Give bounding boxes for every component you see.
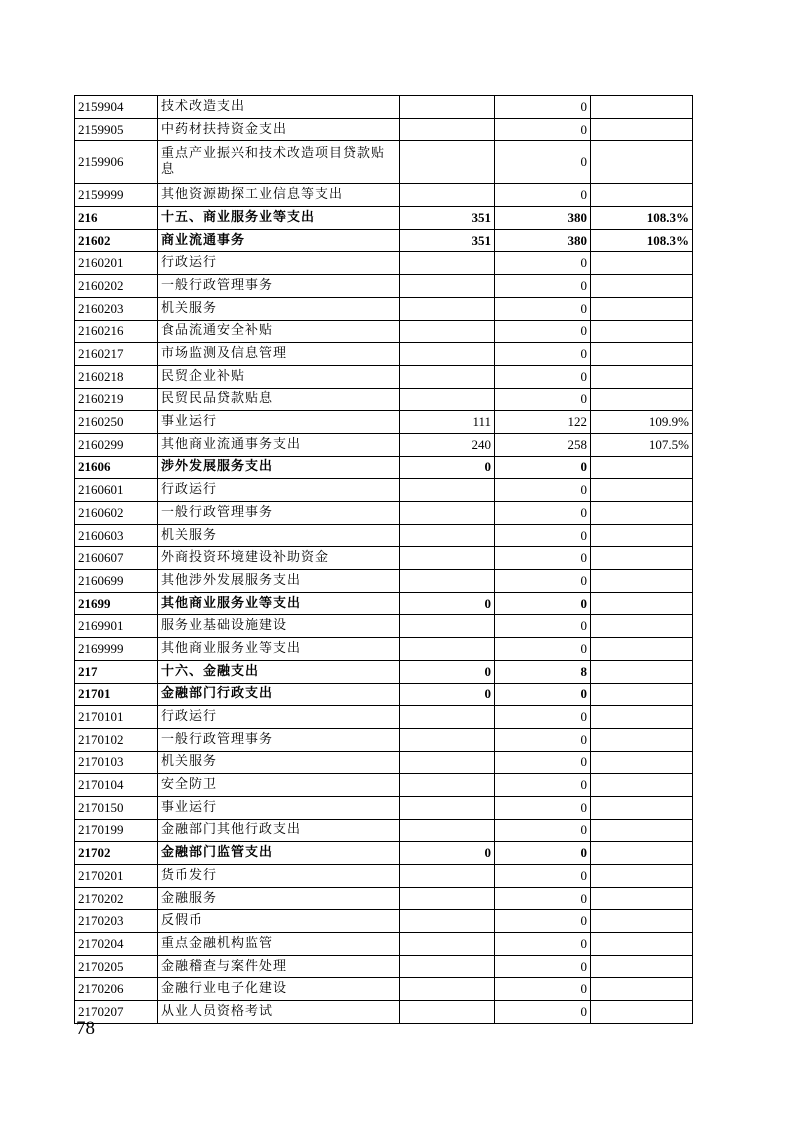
ratio-value-cell [591,751,693,774]
budget-value-cell: 240 [400,433,495,456]
table-row [75,910,693,933]
subject-code-cell: 2160216 [75,320,158,343]
actual-value-cell: 380 [495,229,591,252]
subject-name-cell: 一般行政管理事务 [158,275,400,298]
expenditure-table-body [75,96,693,1024]
subject-name-cell: 金融部门行政支出 [158,683,400,706]
actual-value-cell: 0 [495,456,591,479]
subject-name-cell: 服务业基础设施建设 [158,615,400,638]
actual-value-cell: 0 [495,275,591,298]
subject-name-cell: 十六、金融支出 [158,660,400,683]
ratio-value-cell [591,479,693,502]
table-row [75,524,693,547]
subject-code-cell: 2169901 [75,615,158,638]
budget-value-cell [400,524,495,547]
table-row [75,96,693,119]
subject-name-cell: 其他商业流通事务支出 [158,433,400,456]
ratio-value-cell [591,343,693,366]
subject-code-cell: 2170204 [75,933,158,956]
budget-value-cell [400,751,495,774]
ratio-value-cell [591,706,693,729]
ratio-value-cell [591,297,693,320]
ratio-value-cell [591,774,693,797]
subject-code-cell: 2170150 [75,796,158,819]
subject-name-cell: 事业运行 [158,411,400,434]
subject-code-cell: 2160607 [75,547,158,570]
subject-code-cell: 2170202 [75,887,158,910]
ratio-value-cell [591,502,693,525]
actual-value-cell: 0 [495,887,591,910]
ratio-value-cell [591,252,693,275]
budget-value-cell: 351 [400,229,495,252]
subject-name-cell: 一般行政管理事务 [158,502,400,525]
table-row [75,343,693,366]
budget-value-cell [400,96,495,119]
subject-name-cell: 反假币 [158,910,400,933]
subject-code-cell: 2160219 [75,388,158,411]
subject-name-cell: 重点金融机构监管 [158,933,400,956]
table-row [75,456,693,479]
subject-code-cell: 21702 [75,842,158,865]
subject-name-cell: 食品流通安全补贴 [158,320,400,343]
table-row [75,502,693,525]
budget-value-cell: 0 [400,683,495,706]
subject-name-cell: 货币发行 [158,865,400,888]
subject-name-cell: 民贸企业补贴 [158,365,400,388]
actual-value-cell: 0 [495,933,591,956]
budget-value-cell [400,118,495,141]
actual-value-cell: 0 [495,728,591,751]
actual-value-cell: 0 [495,1001,591,1024]
subject-code-cell: 2159999 [75,184,158,207]
budget-value-cell [400,796,495,819]
actual-value-cell: 0 [495,978,591,1001]
subject-code-cell: 2170199 [75,819,158,842]
table-row [75,842,693,865]
ratio-value-cell: 108.3% [591,207,693,230]
actual-value-cell: 258 [495,433,591,456]
table-row [75,592,693,615]
subject-name-cell: 其他商业服务业等支出 [158,638,400,661]
actual-value-cell: 0 [495,638,591,661]
subject-name-cell: 其他涉外发展服务支出 [158,570,400,593]
budget-value-cell [400,184,495,207]
table-row [75,479,693,502]
actual-value-cell: 0 [495,96,591,119]
subject-code-cell: 21699 [75,592,158,615]
subject-name-cell: 行政运行 [158,252,400,275]
subject-code-cell: 2160699 [75,570,158,593]
table-row [75,365,693,388]
ratio-value-cell [591,978,693,1001]
actual-value-cell: 0 [495,524,591,547]
table-row [75,297,693,320]
actual-value-cell: 0 [495,502,591,525]
budget-value-cell [400,388,495,411]
table-row [75,887,693,910]
subject-code-cell: 2170203 [75,910,158,933]
budget-value-cell [400,819,495,842]
ratio-value-cell [591,1001,693,1024]
budget-value-cell [400,343,495,366]
budget-value-cell: 0 [400,456,495,479]
actual-value-cell: 122 [495,411,591,434]
budget-value-cell [400,570,495,593]
subject-code-cell: 2170104 [75,774,158,797]
budget-value-cell [400,365,495,388]
actual-value-cell: 0 [495,570,591,593]
budget-value-cell [400,615,495,638]
budget-value-cell: 111 [400,411,495,434]
actual-value-cell: 0 [495,118,591,141]
ratio-value-cell [591,819,693,842]
subject-name-cell: 外商投资环境建设补助资金 [158,547,400,570]
subject-code-cell: 2160203 [75,297,158,320]
actual-value-cell: 0 [495,184,591,207]
budget-value-cell [400,547,495,570]
budget-value-cell: 0 [400,842,495,865]
ratio-value-cell [591,388,693,411]
actual-value-cell: 0 [495,547,591,570]
subject-name-cell: 事业运行 [158,796,400,819]
actual-value-cell: 0 [495,683,591,706]
subject-name-cell: 机关服务 [158,524,400,547]
subject-name-cell: 十五、商业服务业等支出 [158,207,400,230]
budget-value-cell [400,728,495,751]
actual-value-cell: 0 [495,955,591,978]
budget-value-cell [400,706,495,729]
budget-value-cell: 0 [400,660,495,683]
subject-name-cell: 其他商业服务业等支出 [158,592,400,615]
table-row [75,433,693,456]
actual-value-cell: 0 [495,320,591,343]
ratio-value-cell [591,320,693,343]
table-row [75,706,693,729]
subject-name-cell: 金融行业电子化建设 [158,978,400,1001]
subject-code-cell: 21602 [75,229,158,252]
ratio-value-cell [591,887,693,910]
table-row [75,751,693,774]
ratio-value-cell [591,456,693,479]
page-number: 78 [76,1018,95,1039]
subject-code-cell: 2160218 [75,365,158,388]
table-row [75,683,693,706]
table-row [75,955,693,978]
budget-value-cell [400,910,495,933]
table-row [75,547,693,570]
ratio-value-cell [591,728,693,751]
table-row [75,207,693,230]
subject-code-cell: 2170103 [75,751,158,774]
actual-value-cell: 0 [495,252,591,275]
actual-value-cell: 0 [495,343,591,366]
subject-code-cell: 2160603 [75,524,158,547]
budget-value-cell [400,1001,495,1024]
subject-code-cell: 2169999 [75,638,158,661]
ratio-value-cell [591,638,693,661]
ratio-value-cell [591,865,693,888]
ratio-value-cell [591,933,693,956]
table-row [75,933,693,956]
ratio-value-cell [591,910,693,933]
budget-value-cell [400,297,495,320]
subject-name-cell: 商业流通事务 [158,229,400,252]
subject-code-cell: 2160250 [75,411,158,434]
budget-value-cell [400,141,495,184]
subject-name-cell: 民贸民品贷款贴息 [158,388,400,411]
ratio-value-cell [591,615,693,638]
subject-code-cell: 2170207 [75,1001,158,1024]
subject-code-cell: 2170102 [75,728,158,751]
budget-value-cell [400,502,495,525]
subject-code-cell: 2159905 [75,118,158,141]
table-row [75,118,693,141]
ratio-value-cell [591,570,693,593]
subject-name-cell: 重点产业振兴和技术改造项目贷款贴息 [158,141,400,184]
subject-code-cell: 2170205 [75,955,158,978]
actual-value-cell: 0 [495,297,591,320]
ratio-value-cell [591,96,693,119]
subject-name-cell: 机关服务 [158,297,400,320]
ratio-value-cell: 109.9% [591,411,693,434]
ratio-value-cell [591,524,693,547]
table-row [75,320,693,343]
subject-name-cell: 中药材扶持资金支出 [158,118,400,141]
ratio-value-cell [591,275,693,298]
subject-code-cell: 2159904 [75,96,158,119]
ratio-value-cell [591,592,693,615]
actual-value-cell: 0 [495,865,591,888]
ratio-value-cell [591,141,693,184]
budget-value-cell [400,320,495,343]
table-row [75,275,693,298]
actual-value-cell: 0 [495,706,591,729]
subject-code-cell: 2160202 [75,275,158,298]
subject-code-cell: 216 [75,207,158,230]
actual-value-cell: 380 [495,207,591,230]
subject-code-cell: 2159906 [75,141,158,184]
actual-value-cell: 0 [495,479,591,502]
subject-name-cell: 金融稽查与案件处理 [158,955,400,978]
table-row [75,229,693,252]
subject-name-cell: 金融部门其他行政支出 [158,819,400,842]
actual-value-cell: 0 [495,751,591,774]
subject-name-cell: 金融服务 [158,887,400,910]
table-row [75,570,693,593]
table-row [75,388,693,411]
subject-name-cell: 技术改造支出 [158,96,400,119]
subject-name-cell: 一般行政管理事务 [158,728,400,751]
budget-value-cell [400,865,495,888]
subject-code-cell: 21701 [75,683,158,706]
subject-code-cell: 2160299 [75,433,158,456]
ratio-value-cell [591,842,693,865]
expenditure-table [74,95,693,1024]
subject-code-cell: 2160602 [75,502,158,525]
actual-value-cell: 0 [495,388,591,411]
table-row [75,411,693,434]
actual-value-cell: 8 [495,660,591,683]
ratio-value-cell [591,955,693,978]
subject-name-cell: 行政运行 [158,479,400,502]
table-row [75,1001,693,1024]
budget-value-cell: 351 [400,207,495,230]
ratio-value-cell [591,365,693,388]
subject-code-cell: 2160601 [75,479,158,502]
subject-name-cell: 市场监测及信息管理 [158,343,400,366]
table-row [75,819,693,842]
subject-name-cell: 金融部门监管支出 [158,842,400,865]
table-row [75,638,693,661]
actual-value-cell: 0 [495,842,591,865]
budget-value-cell [400,978,495,1001]
subject-code-cell: 2160201 [75,252,158,275]
actual-value-cell: 0 [495,819,591,842]
ratio-value-cell: 107.5% [591,433,693,456]
ratio-value-cell [591,547,693,570]
table-row [75,660,693,683]
table-row [75,796,693,819]
table-row [75,252,693,275]
ratio-value-cell [591,796,693,819]
actual-value-cell: 0 [495,615,591,638]
subject-name-cell: 行政运行 [158,706,400,729]
budget-value-cell [400,479,495,502]
budget-value-cell: 0 [400,592,495,615]
table-row [75,978,693,1001]
budget-value-cell [400,638,495,661]
table-row [75,615,693,638]
actual-value-cell: 0 [495,774,591,797]
ratio-value-cell [591,683,693,706]
budget-value-cell [400,955,495,978]
ratio-value-cell [591,660,693,683]
table-row [75,728,693,751]
budget-value-cell [400,275,495,298]
ratio-value-cell: 108.3% [591,229,693,252]
table-row [75,865,693,888]
subject-code-cell: 2160217 [75,343,158,366]
subject-code-cell: 217 [75,660,158,683]
budget-value-cell [400,774,495,797]
subject-name-cell: 其他资源勘探工业信息等支出 [158,184,400,207]
table-row [75,184,693,207]
actual-value-cell: 0 [495,796,591,819]
budget-value-cell [400,252,495,275]
subject-code-cell: 2170206 [75,978,158,1001]
actual-value-cell: 0 [495,365,591,388]
subject-name-cell: 安全防卫 [158,774,400,797]
subject-name-cell: 涉外发展服务支出 [158,456,400,479]
ratio-value-cell [591,118,693,141]
subject-code-cell: 21606 [75,456,158,479]
ratio-value-cell [591,184,693,207]
subject-code-cell: 2170101 [75,706,158,729]
budget-value-cell [400,887,495,910]
actual-value-cell: 0 [495,141,591,184]
subject-name-cell: 机关服务 [158,751,400,774]
subject-name-cell: 从业人员资格考试 [158,1001,400,1024]
table-row [75,774,693,797]
actual-value-cell: 0 [495,592,591,615]
subject-code-cell: 2170201 [75,865,158,888]
table-row [75,141,693,184]
budget-value-cell [400,933,495,956]
actual-value-cell: 0 [495,910,591,933]
